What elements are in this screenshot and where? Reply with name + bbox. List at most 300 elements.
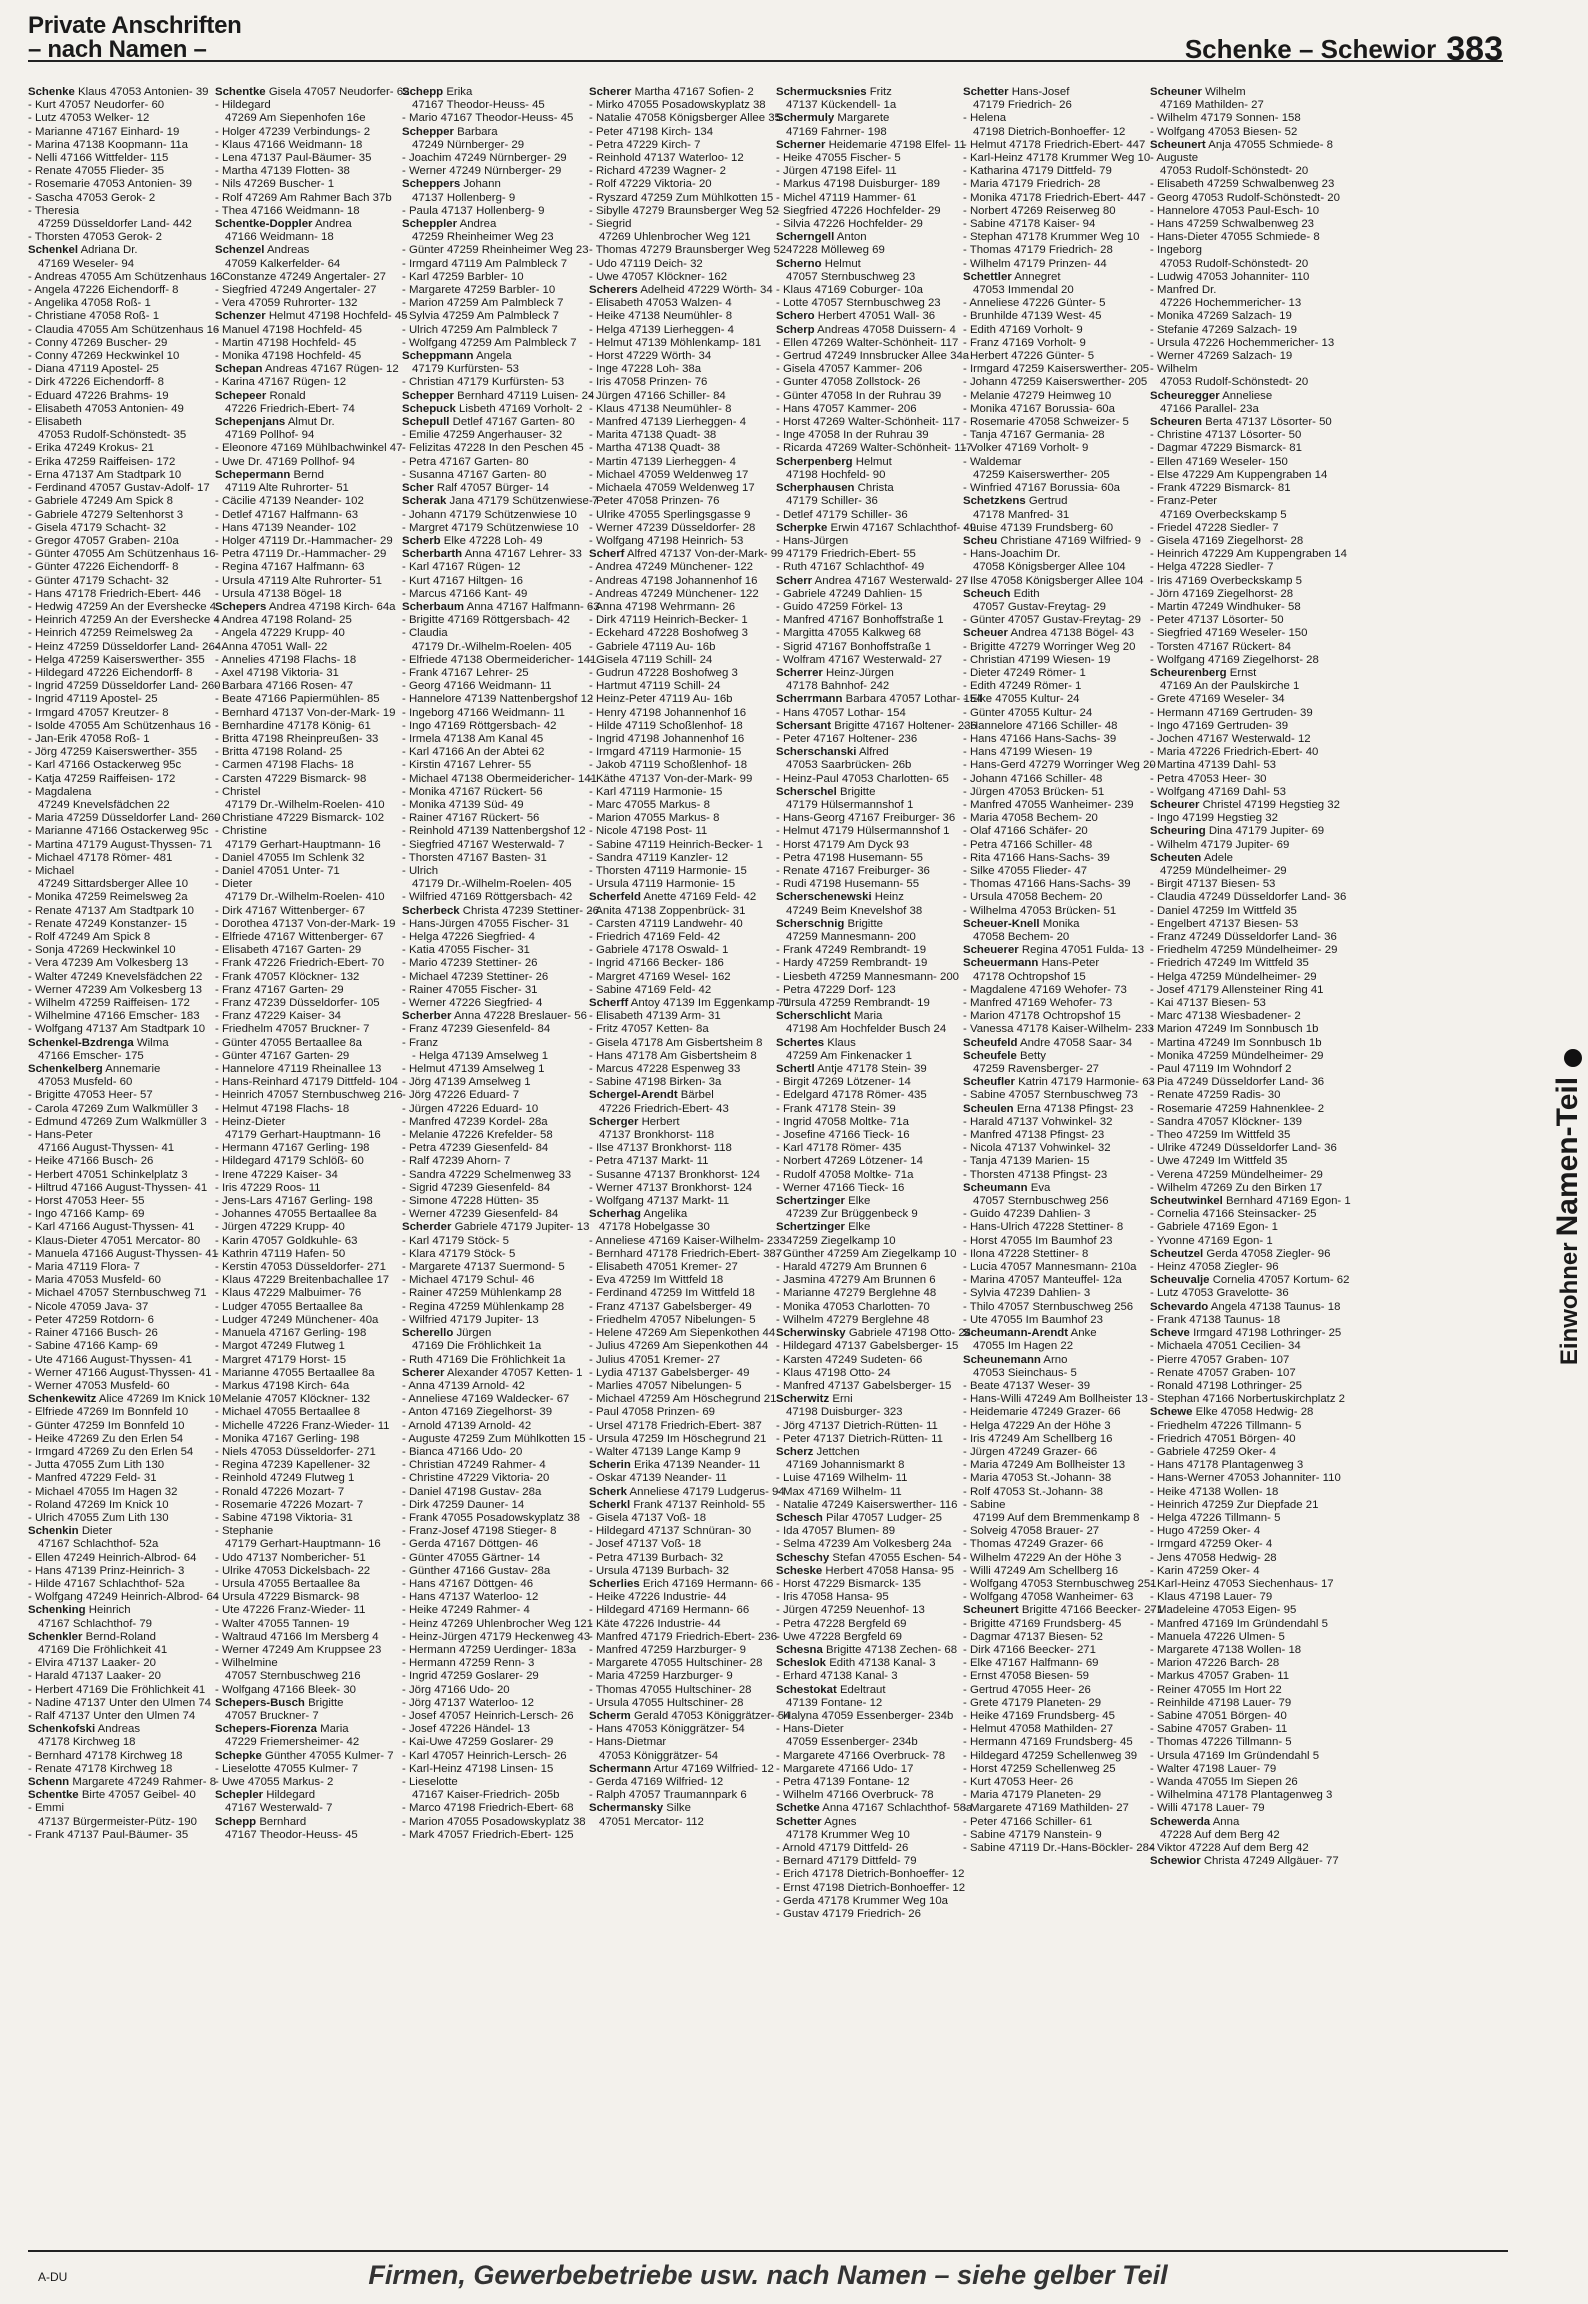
directory-entry [215, 1472, 400, 1485]
directory-entry [963, 1287, 1148, 1300]
entry-details: - Martin 47249 Windhuker- 58 [1150, 600, 1301, 613]
directory-entry [1150, 1380, 1335, 1393]
entry-details: - Lena 47137 Paul-Bäumer- 35 [215, 152, 372, 165]
directory-entry [215, 112, 400, 125]
directory-entry [589, 971, 774, 984]
directory-entry [28, 1802, 213, 1815]
directory-entry [963, 614, 1148, 627]
entry-details: - Andreas 47055 Am Schützenhaus 16 [28, 270, 223, 283]
directory-entry [776, 1235, 961, 1248]
entry-details: Barbara [457, 125, 498, 138]
directory-entry [28, 297, 213, 310]
entry-details: Gertrud [1028, 495, 1068, 508]
entry-details: - Bernard 47179 Dittfeld- 79 [776, 1855, 917, 1868]
directory-entry [589, 1010, 774, 1023]
surname: Schewerda [1150, 1815, 1211, 1828]
directory-entry [215, 654, 400, 667]
entry-details: Elke 47058 Hedwig- 28 [1195, 1406, 1314, 1419]
entry-details: Heinrich [88, 1604, 131, 1617]
directory-entry [402, 99, 587, 112]
directory-entry [1150, 746, 1335, 759]
directory-entry [28, 561, 213, 574]
directory-entry [402, 1433, 587, 1446]
entry-details: - Jörg 47259 Kaiserswerther- 355 [28, 746, 198, 759]
directory-entry [402, 1591, 587, 1604]
entry-details: - Hermann 47169 Frundsberg- 45 [963, 1736, 1133, 1749]
entry-details: - Werner 47137 Bronkhorst- 124 [589, 1181, 753, 1194]
entry-details: - Lydia 47137 Gabelsberger- 49 [589, 1366, 750, 1379]
entry-details: - Klaus-Dieter 47051 Mercator- 80 [28, 1234, 201, 1247]
directory-entry [963, 654, 1148, 667]
directory-entry [589, 1709, 791, 1723]
directory-entry [28, 720, 213, 733]
directory-entry [1150, 707, 1335, 720]
directory-entry [1150, 403, 1335, 416]
entry-details: Antje 47178 Stein- 39 [817, 1063, 927, 1076]
entry-details: - Ilse 47058 Königsberger Allee 104 [963, 574, 1144, 587]
entry-details: - Kerstin 47053 Düsseldorfer- 271 [215, 1261, 386, 1274]
surname: Schertes [776, 1036, 825, 1049]
directory-entry [589, 1023, 774, 1036]
entry-details: - Frank 47249 Rembrandt- 19 [776, 944, 927, 957]
directory-entry [963, 1802, 1148, 1815]
directory-entry [402, 1552, 587, 1565]
directory-entry [963, 376, 1148, 389]
entry-details: Berta 47137 Lösorter- 50 [1205, 416, 1332, 429]
surname: Schepers-Busch [215, 1696, 305, 1709]
entry-details: - Franz 47167 Garten- 29 [215, 983, 344, 996]
directory-entry [1150, 1261, 1335, 1274]
entry-details: - Walter 47249 Knevelsfädchen 22 [28, 970, 203, 983]
entry-details: - Siegfried 47167 Westerwald- 7 [402, 838, 565, 851]
directory-entry [28, 905, 213, 918]
directory-entry [28, 1472, 213, 1485]
directory-entry [1150, 786, 1335, 799]
surname: Schevardo [1150, 1300, 1209, 1313]
directory-entry [589, 918, 774, 931]
entry-details: - Gabriele 47169 Egon- 1 [1150, 1221, 1278, 1234]
entry-details: - Andrea 47249 Münchener- 122 [589, 561, 754, 574]
directory-entry [776, 1327, 972, 1340]
entry-details: - Ingrid 47259 Goslarer- 29 [402, 1670, 539, 1683]
entry-details: - Erhard 47138 Kanal- 3 [776, 1670, 898, 1683]
directory-entry [402, 1750, 587, 1763]
entry-details: - Ronald 47226 Mozart- 7 [215, 1485, 345, 1498]
directory-entry [1150, 1472, 1341, 1485]
directory-entry [402, 839, 587, 852]
entry-details: - Petra 47166 Schiller- 48 [963, 838, 1093, 851]
entry-details: - Hildegard [215, 99, 271, 112]
directory-entry [589, 1789, 774, 1802]
directory-entry [215, 1235, 400, 1248]
directory-entry [589, 1446, 774, 1459]
entry-details: - Kirstin 47167 Lehrer- 55 [402, 759, 532, 772]
entry-details: - Hugo 47259 Oker- 4 [1150, 1525, 1261, 1538]
directory-entry [402, 1486, 587, 1499]
directory-entry [1150, 1367, 1335, 1380]
entry-details: - Hans 47178 Plantagenweg 3 [1150, 1459, 1304, 1472]
entry-details: Angelika [643, 1208, 688, 1221]
entry-details: - Waltraud 47166 Im Mersberg 4 [215, 1630, 379, 1643]
entry-details: - Karl-Heinz 47053 Siechenhaus- 17 [1150, 1577, 1334, 1590]
directory-entry [28, 1340, 213, 1353]
directory-entry [28, 865, 213, 878]
directory-entry [215, 1776, 400, 1789]
entry-details: - Michaela 47059 Weldenweg 17 [589, 482, 755, 495]
entry-details: Brigitte 47166 Beecker- 271 [1021, 1604, 1164, 1617]
directory-entry [28, 139, 213, 152]
directory-entry [589, 865, 774, 878]
entry-details: 47167 Kaiser-Friedrich- 205b [412, 1789, 560, 1802]
directory-entry [963, 310, 1148, 323]
directory-entry [402, 707, 587, 720]
directory-entry [215, 548, 400, 561]
entry-details: Erni [832, 1393, 853, 1406]
entry-details: - Viktor 47228 Auf dem Berg 42 [1150, 1842, 1309, 1855]
entry-details: - Martha 47139 Flotten- 38 [215, 165, 350, 178]
entry-details: Adriana Dr. [80, 244, 138, 257]
surname: Scheumann [963, 1181, 1028, 1194]
directory-entry [776, 733, 961, 746]
entry-details: 47169 Overbeckskamp 5 [1160, 508, 1287, 521]
entry-details: - Irene 47229 Kaiser- 34 [215, 1168, 338, 1181]
entry-details: - Detlef 47167 Halfmann- 63 [215, 508, 359, 521]
entry-details: 47057 Bruckner- 7 [225, 1709, 319, 1722]
entry-details: - Eva 47259 Im Wittfeld 18 [589, 1274, 724, 1287]
directory-entry [402, 1142, 587, 1155]
directory-entry [402, 772, 598, 786]
entry-details: Frank 47137 Reinhold- 55 [633, 1498, 766, 1511]
directory-entry [402, 1472, 587, 1485]
entry-details: Herbert 47058 Hansa- 95 [825, 1564, 954, 1577]
entry-details: - Christine [215, 825, 267, 838]
entry-details: - Margret 47169 Wesel- 162 [589, 970, 731, 983]
entry-details: - Franz 47229 Kaiser- 34 [215, 1010, 341, 1023]
entry-details: - Hans-Dieter 47055 Schmiede- 8 [1150, 231, 1320, 244]
entry-details: - Ute 47055 Im Baumhof 23 [963, 1313, 1103, 1326]
entry-details: - Maria 47259 Harzburger- 9 [589, 1670, 733, 1683]
directory-entry [776, 1182, 961, 1195]
entry-details: - Anneliese 47226 Günter- 5 [963, 297, 1106, 310]
directory-entry [28, 350, 213, 363]
directory-entry [28, 997, 213, 1010]
directory-entry [963, 522, 1148, 535]
entry-details: - Maria 47119 Flora- 7 [28, 1261, 140, 1274]
surname: Schermuly [776, 112, 835, 125]
entry-details: - Gerda 47167 Döttgen- 46 [402, 1538, 539, 1551]
entry-details: Heidemarie 47198 Elfel- 11 [828, 138, 966, 151]
directory-entry [589, 1578, 774, 1591]
directory-entry [963, 86, 1148, 99]
directory-entry [402, 535, 587, 548]
directory-entry [776, 403, 961, 416]
directory-entry [28, 878, 213, 891]
entry-details: Annemarie [105, 1063, 161, 1076]
entry-details: - Stephanie [215, 1525, 274, 1538]
directory-entry [589, 376, 774, 389]
entry-details: 47259 Ziegelkamp 10 [786, 1234, 896, 1247]
entry-details: Jettchen [816, 1445, 860, 1458]
entry-details: Andreas [266, 244, 310, 257]
entry-details: - Anna 47139 Arnold- 42 [402, 1379, 525, 1392]
directory-entry [776, 1050, 961, 1063]
directory-entry [215, 680, 400, 693]
directory-entry [28, 825, 213, 838]
directory-entry [963, 601, 1148, 614]
entry-details: - Petra 47229 Kirch- 7 [589, 138, 701, 151]
directory-entry [28, 680, 221, 693]
page-number: 383 [1446, 30, 1503, 68]
directory-entry [776, 614, 961, 627]
directory-entry [589, 1618, 774, 1631]
directory-entry [776, 442, 973, 455]
entry-details: - Ferdinand 47057 Gustav-Adolf- 17 [28, 482, 210, 495]
directory-entry [215, 1221, 400, 1234]
entry-details: - Edmund 47269 Zum Walkmüller 3 [28, 1115, 207, 1128]
directory-entry [1150, 997, 1335, 1010]
directory-entry [1150, 1063, 1335, 1076]
entry-details: Elke 47228 Loh- 49 [443, 534, 543, 547]
directory-entry [589, 139, 774, 152]
entry-details: - Peter 47058 Prinzen- 76 [589, 495, 720, 508]
entry-details: - Werner 47249 Nürnberger- 29 [402, 165, 562, 178]
entry-details: - Bernhard 47137 Von-der-Mark- 19 [215, 706, 396, 719]
surname: Scheve [1150, 1327, 1190, 1340]
directory-entry [963, 416, 1148, 429]
directory-entry [402, 825, 587, 838]
entry-details: 47167 Theodor-Heuss- 45 [412, 99, 545, 112]
directory-entry [963, 205, 1148, 218]
surname: Schenkin [28, 1525, 79, 1538]
directory-entry [776, 1525, 961, 1538]
directory-entry [402, 1037, 587, 1050]
entry-details: - Christiane 47058 Roß- 1 [28, 310, 160, 323]
entry-details: 47259 Düsseldorfer Land- 442 [38, 218, 192, 231]
entry-details: - Michael 47138 Obermeidericher- 141 [402, 772, 598, 785]
directory-entry [28, 1631, 213, 1644]
entry-details: - Monika 47269 Salzach- 19 [1150, 310, 1292, 323]
entry-details: 47166 Parallel- 23a [1160, 402, 1259, 415]
entry-details: - Jan-Erik 47058 Roß- 1 [28, 732, 150, 745]
directory-entry [1150, 522, 1335, 535]
directory-entry [215, 1657, 400, 1670]
directory-entry [589, 1644, 774, 1657]
entry-details: - Hildegard 47259 Schellenweg 39 [963, 1749, 1138, 1762]
directory-column-7 [1150, 86, 1351, 2236]
entry-details: 47226 Hochemmericher- 13 [1160, 297, 1302, 310]
directory-entry [1150, 1802, 1335, 1815]
directory-entry [28, 178, 213, 191]
entry-details: - Olaf 47166 Schäfer- 20 [963, 825, 1088, 838]
entry-details: - Ludwig 47053 Johanniter- 110 [1150, 270, 1310, 283]
surname: Scherder [402, 1221, 452, 1234]
entry-details: - Johann 47166 Schiller- 48 [963, 772, 1103, 785]
entry-details: 47178 Hobelgasse 30 [599, 1221, 710, 1234]
entry-details: - Ferdinand 47259 Im Wittfeld 18 [589, 1287, 755, 1300]
entry-details: Brigitte [847, 917, 883, 930]
directory-entry [776, 1380, 961, 1393]
directory-entry [215, 297, 400, 310]
directory-entry [215, 192, 400, 205]
entry-details: - Marion 47249 Im Sonnbusch 1b [1150, 1023, 1319, 1036]
directory-entry [963, 931, 1148, 944]
entry-details: - Elke 47055 Kultur- 24 [963, 693, 1080, 706]
entry-details: - Martha 47138 Quadt- 38 [589, 442, 721, 455]
directory-entry [776, 1697, 961, 1710]
entry-details: - Herbert 47169 Die Fröhlichkeit 41 [28, 1683, 206, 1696]
directory-entry [963, 1750, 1148, 1763]
entry-details: Alexander 47057 Ketten- 1 [446, 1366, 583, 1379]
directory-entry [776, 1459, 961, 1472]
entry-details: - Franz 47239 Düsseldorfer- 105 [215, 997, 380, 1010]
directory-entry [776, 126, 961, 139]
entry-details: - Marlies 47057 Nibelungen- 5 [589, 1379, 742, 1392]
entry-details: Erwin 47167 Schlachthof- 49 [830, 521, 977, 534]
directory-entry [589, 786, 774, 799]
directory-entry [215, 971, 400, 984]
directory-entry [28, 442, 213, 455]
directory-entry [776, 1195, 961, 1208]
directory-entry [28, 1142, 213, 1155]
entry-details: - Marina 47138 Koopmann- 11a [28, 138, 188, 151]
directory-entry [28, 1354, 213, 1367]
surname: Schentke [28, 1789, 79, 1802]
directory-entry [963, 429, 1148, 442]
directory-entry [402, 984, 587, 997]
entry-details: 47119 Alte Ruhrorter- 51 [225, 482, 349, 495]
entry-details: - Oskar 47139 Neander- 11 [589, 1472, 727, 1485]
surname: Scherb [402, 534, 441, 547]
directory-entry [215, 284, 400, 297]
entry-details: - Maria 47249 Am Bollheister 13 [963, 1459, 1126, 1472]
entry-details: - Heinz 47259 Düsseldorfer Land- 264 [28, 640, 222, 653]
entry-details: - Heike 47138 Neumühler- 8 [589, 310, 733, 323]
entry-details: - Friedhelm 47057 Bruckner- 7 [215, 1023, 370, 1036]
directory-entry [589, 324, 774, 337]
entry-details: - Thomas 47279 Braunsberger Weg 52 [589, 244, 787, 257]
directory-entry [963, 1472, 1148, 1485]
directory-entry [776, 416, 961, 429]
entry-details: - Gisela 47179 Schacht- 32 [28, 521, 167, 534]
directory-entry [402, 1380, 587, 1393]
directory-entry [963, 1433, 1148, 1446]
directory-entry [28, 1301, 213, 1314]
surname: Scheuten [1150, 851, 1202, 864]
entry-details: - Klaus 47166 Weidmann- 18 [215, 138, 363, 151]
entry-details: Anna 47228 Breslauer- 56 [453, 1010, 587, 1023]
directory-entry [776, 641, 961, 654]
entry-details: - Karl 47178 Römer- 435 [776, 1142, 902, 1155]
entry-details: - Irmela 47138 Am Kanal 45 [402, 732, 544, 745]
entry-details: - Irmgard 47259 Oker- 4 [1150, 1538, 1273, 1551]
entry-details: - Nicole 47198 Post- 11 [589, 825, 708, 838]
entry-details: - Guido 47259 Förkel- 13 [776, 600, 903, 613]
entry-details: - Werner 47166 Tieck- 16 [776, 1181, 905, 1194]
directory-entry [776, 1618, 961, 1631]
directory-entry [589, 271, 774, 284]
entry-details: Andre 47058 Saar- 34 [1019, 1036, 1133, 1049]
entry-details: - Marion 47055 Markus- 8 [589, 812, 720, 825]
directory-entry [776, 1591, 961, 1604]
entry-details: - Josef 47226 Händel- 13 [402, 1723, 530, 1736]
entry-details: - Verena 47259 Mündelheimer- 29 [1150, 1168, 1323, 1181]
entry-details: - Bernhard 47178 Friedrich-Ebert- 387 [589, 1247, 783, 1260]
surname: Schermansky [589, 1802, 664, 1815]
directory-column-4 [589, 86, 791, 2236]
directory-entry [28, 429, 213, 442]
directory-entry [28, 1089, 213, 1102]
directory-entry [776, 971, 961, 984]
surname: Schentke [215, 86, 266, 98]
directory-entry [1150, 284, 1335, 297]
header-range-label: Schenke – Schewior [1184, 34, 1437, 64]
directory-entry [776, 429, 961, 442]
directory-entry [402, 1287, 587, 1300]
entry-details: Ralf 47057 Bürger- 14 [436, 482, 549, 495]
surname: Scherff [589, 997, 629, 1010]
directory-entry [402, 1089, 587, 1102]
entry-details: - Ingo 47166 Kamp- 69 [28, 1208, 145, 1221]
directory-entry [215, 601, 400, 614]
directory-entry [589, 891, 774, 904]
directory-entry [963, 746, 1148, 759]
entry-details: - Thomas 47055 Hultschiner- 28 [589, 1683, 752, 1696]
directory-entry [28, 363, 213, 376]
directory-entry [963, 1842, 1156, 1855]
directory-entry [963, 1103, 1148, 1116]
entry-details: - Eleonore 47169 Mühlbachwinkel 47 [215, 442, 403, 455]
directory-entry [776, 1802, 973, 1815]
surname: Scherr [776, 574, 813, 587]
entry-details: - Selma 47239 Am Volkesberg 24a [776, 1538, 952, 1551]
directory-entry [215, 363, 400, 376]
directory-entry [1150, 337, 1335, 350]
directory-entry [215, 614, 400, 627]
entry-details: - Elisabeth 47139 Arm- 31 [589, 1010, 721, 1023]
directory-entry [402, 1710, 587, 1723]
entry-details: - Sandra 47119 Kanzler- 12 [589, 851, 729, 864]
entry-details: Regina 47051 Fulda- 13 [1021, 944, 1145, 957]
entry-details: - Ingrid 47058 Moltke- 71a [776, 1115, 909, 1128]
directory-entry [589, 812, 774, 825]
entry-details: - Susanna 47167 Garten- 80 [402, 468, 547, 481]
entry-details: - Gerda 47169 Wilfried- 12 [589, 1776, 724, 1788]
entry-details: - Günter 47167 Garten- 29 [215, 1049, 350, 1062]
entry-details: - Marina 47057 Manteuffel- 12a [963, 1274, 1122, 1287]
directory-entry [215, 852, 400, 865]
directory-entry [963, 1723, 1148, 1736]
entry-details: - Heinz 47058 Ziegler- 96 [1150, 1261, 1279, 1274]
directory-entry [1150, 1195, 1351, 1208]
surname: Scherrmann [776, 693, 843, 706]
entry-details: - Jutta 47055 Zum Lith 130 [28, 1459, 165, 1472]
entry-details: - Jakob 47119 Schoßlenhof- 18 [589, 759, 748, 772]
directory-entry [776, 1076, 961, 1089]
directory-entry [963, 575, 1148, 588]
surname: Scheuring [1150, 825, 1206, 838]
entry-details: - Günter 47055 Gärtner- 14 [402, 1551, 541, 1564]
directory-entry [402, 918, 587, 931]
directory-entry [215, 1565, 400, 1578]
entry-details: - Iris 47058 Prinzen- 76 [589, 376, 708, 389]
entry-details: - Manfred 47229 Feld- 31 [28, 1472, 157, 1485]
directory-entry [589, 522, 774, 535]
entry-details: - Erika 47249 Krokus- 21 [28, 442, 154, 455]
surname: Schepermann [215, 468, 291, 481]
directory-entry [28, 416, 213, 429]
surname: Schenke [28, 86, 75, 98]
entry-details: 47179 Friedrich-Ebert- 55 [786, 548, 916, 561]
